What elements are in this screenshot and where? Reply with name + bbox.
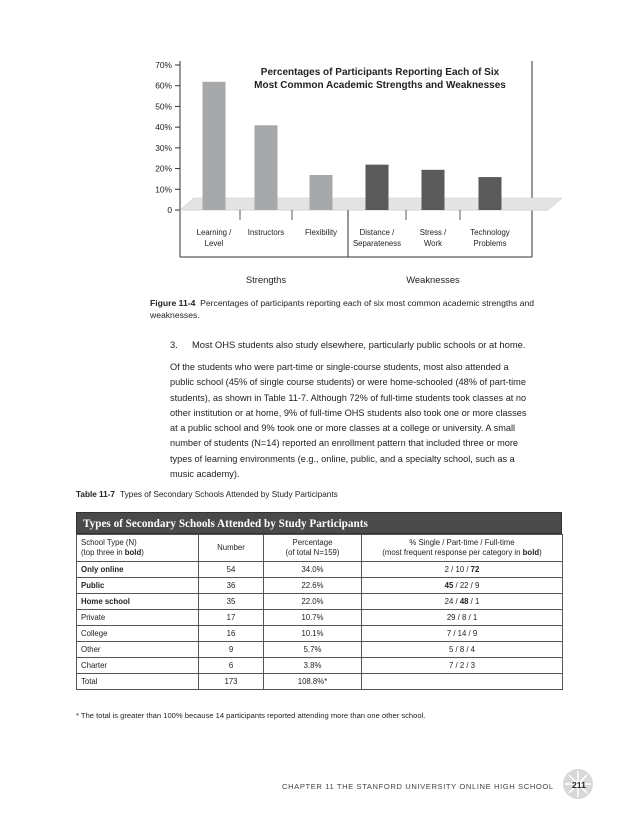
percentage-cell: 22.0% bbox=[264, 594, 362, 610]
y-tick-label: 30% bbox=[155, 142, 172, 153]
split-cell: 7 / 2 / 3 bbox=[362, 658, 563, 674]
category-label: Work bbox=[423, 239, 443, 248]
school-type-cell: Home school bbox=[77, 594, 199, 610]
bar-4 bbox=[422, 170, 445, 210]
category-label: Level bbox=[204, 239, 224, 248]
y-tick-label: 10% bbox=[155, 184, 172, 195]
y-tick-label: 40% bbox=[155, 122, 172, 133]
table-header-row bbox=[77, 535, 563, 562]
category-label: Instructors bbox=[247, 228, 285, 237]
bar-1 bbox=[255, 125, 278, 210]
table-row bbox=[77, 626, 563, 642]
table-row bbox=[77, 674, 563, 690]
split-cell: 2 / 10 / 72 bbox=[362, 562, 563, 578]
table-row bbox=[77, 594, 563, 610]
column-header: % Single / Part-time / Full-time (most frequent response per category in bold) bbox=[362, 535, 563, 562]
table-title: Types of Secondary Schools Attended by Study Participants bbox=[76, 512, 562, 534]
number-cell: 16 bbox=[199, 626, 264, 642]
school-type-cell: Public bbox=[77, 578, 199, 594]
percentage-cell: 22.6% bbox=[264, 578, 362, 594]
category-label: Technology bbox=[470, 228, 510, 237]
y-tick-label: 60% bbox=[155, 80, 172, 91]
number-cell: 36 bbox=[199, 578, 264, 594]
bar-0 bbox=[203, 82, 226, 210]
number-cell: 173 bbox=[199, 674, 264, 690]
table-caption: Table 11-7 Types of Secondary Schools Attended by Study Participants bbox=[76, 490, 338, 499]
column-header: School Type (N) (top three in bold) bbox=[77, 535, 199, 562]
category-label: Flexibility bbox=[304, 228, 338, 237]
table-row bbox=[77, 658, 563, 674]
figure-caption: Figure 11-4 Percentages of participants reporting each of six most common academic strengths and weaknesses. bbox=[150, 298, 535, 320]
number-cell: 9 bbox=[199, 642, 264, 658]
percentage-cell: 108.8%* bbox=[264, 674, 362, 690]
category-label: Stress / bbox=[419, 228, 447, 237]
school-type-cell: Private bbox=[77, 610, 199, 626]
y-tick-label: 0 bbox=[167, 205, 172, 215]
category-label: Learning / bbox=[196, 228, 232, 237]
table-footnote: * The total is greater than 100% because 14 participants reported attending more than one other school. bbox=[76, 711, 426, 720]
split-cell: 5 / 8 / 4 bbox=[362, 642, 563, 658]
percentage-cell: 10.7% bbox=[264, 610, 362, 626]
school-types-table bbox=[76, 512, 562, 690]
school-type-cell: Charter bbox=[77, 658, 199, 674]
percentage-cell: 10.1% bbox=[264, 626, 362, 642]
percentage-cell: 3.8% bbox=[264, 658, 362, 674]
y-tick-label: 20% bbox=[155, 163, 172, 174]
table-row bbox=[77, 610, 563, 626]
chart-title: Percentages of Participants Reporting Each of Six bbox=[260, 67, 500, 78]
chart-title: Most Common Academic Strengths and Weaknesses bbox=[254, 80, 506, 91]
number-cell: 6 bbox=[199, 658, 264, 674]
column-header: Number bbox=[199, 535, 264, 562]
percentage-cell: 34.0% bbox=[264, 562, 362, 578]
percentage-cell: 5.7% bbox=[264, 642, 362, 658]
split-cell: 45 / 22 / 9 bbox=[362, 578, 563, 594]
table-row bbox=[77, 642, 563, 658]
split-cell: 7 / 14 / 9 bbox=[362, 626, 563, 642]
y-tick-label: 50% bbox=[155, 101, 172, 112]
group-label: Strengths bbox=[245, 274, 287, 285]
number-cell: 35 bbox=[199, 594, 264, 610]
column-header: Percentage (of total N=159) bbox=[264, 535, 362, 562]
number-cell: 54 bbox=[199, 562, 264, 578]
split-cell bbox=[362, 674, 563, 690]
split-cell: 29 / 8 / 1 bbox=[362, 610, 563, 626]
list-item-3: 3. Most OHS students also study elsewhere, particularly public schools or at home. bbox=[170, 339, 526, 350]
category-label: Separateness bbox=[352, 239, 402, 248]
bar-2 bbox=[310, 175, 333, 210]
y-tick-label: 70% bbox=[155, 60, 172, 70]
body-paragraph: Of the students who were part-time or single-course students, most also attended a public school (45% of single course students) or were home-schooled (48% of part-time students), as shown in Table 11-7. Although 72% of full-time students took classes at no other institution or at home, 9% of full-time OHS students also took one or more classes at a public school and 9% took one or more classes at a college or university. A small number of students (N=14) reported an enrollment pattern that included three or more types of learning environments (e.g., online, public, and a specialty school, such as a music academy). bbox=[170, 362, 527, 480]
page-footer: CHAPTER 11 THE STANFORD UNIVERSITY ONLINE HIGH SCHOOL bbox=[282, 782, 554, 791]
table-row bbox=[77, 562, 563, 578]
bar-3 bbox=[366, 165, 389, 210]
bar-chart bbox=[0, 0, 638, 295]
table-row bbox=[77, 578, 563, 594]
split-cell: 24 / 48 / 1 bbox=[362, 594, 563, 610]
school-type-cell: College bbox=[77, 626, 199, 642]
number-cell: 17 bbox=[199, 610, 264, 626]
school-type-cell: Other bbox=[77, 642, 199, 658]
school-type-cell: Total bbox=[77, 674, 199, 690]
school-type-cell: Only online bbox=[77, 562, 199, 578]
category-label: Problems bbox=[473, 239, 507, 248]
category-label: Distance / bbox=[359, 228, 395, 237]
bar-5 bbox=[479, 177, 502, 210]
group-label: Weaknesses bbox=[406, 274, 460, 285]
page-number: 211 bbox=[572, 780, 586, 790]
